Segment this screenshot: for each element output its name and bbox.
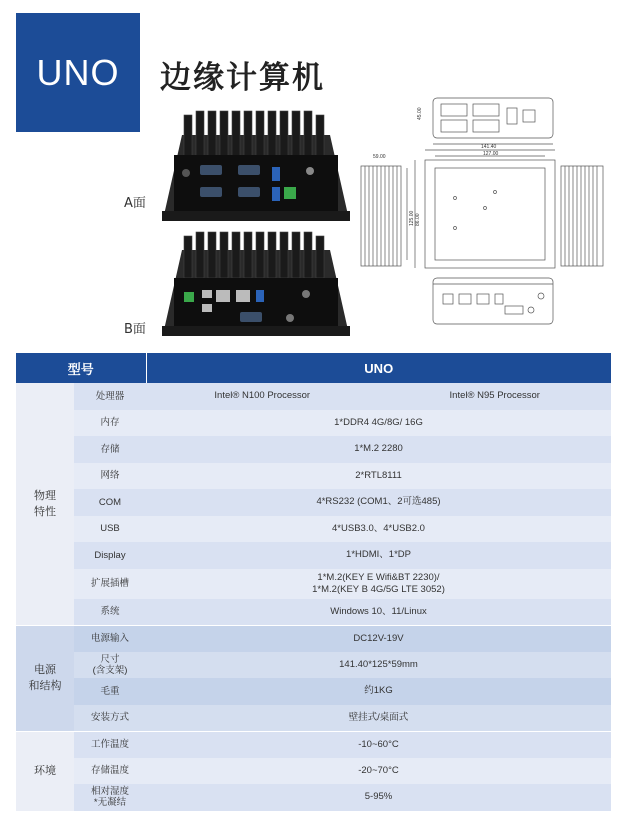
cpu-option-2: Intel® N95 Processor xyxy=(449,390,540,402)
table-row xyxy=(16,758,611,785)
row-value: 141.40*125*59mm xyxy=(146,652,611,679)
row-value: 1*HDMI、1*DP xyxy=(146,542,611,569)
table-row xyxy=(16,652,611,679)
row-value: 1*M.2(KEY E Wifi&BT 2230)/ 1*M.2(KEY B 4G/5G LTE 3052) xyxy=(146,569,611,599)
table-row xyxy=(16,784,611,811)
row-label: 工作温度 xyxy=(74,731,146,758)
row-label: 电源输入 xyxy=(74,625,146,652)
dim-width-inner: 127.00 xyxy=(483,151,499,157)
table-row xyxy=(16,678,611,705)
row-label: 处理器 xyxy=(74,383,146,410)
product-photo-a xyxy=(160,107,352,225)
row-label: 系统 xyxy=(74,599,146,626)
face-label-a: A面 xyxy=(124,196,146,211)
dim-depth-left: 59.00 xyxy=(373,154,386,160)
group-power xyxy=(16,625,74,731)
table-row xyxy=(16,436,611,463)
table-row xyxy=(16,516,611,543)
table-row xyxy=(16,383,611,410)
row-label: 扩展插槽 xyxy=(74,569,146,599)
group-label: 电源 和结构 xyxy=(28,664,62,692)
product-photo-b xyxy=(160,230,352,338)
row-label: 毛重 xyxy=(74,678,146,705)
logo-text: UNO xyxy=(36,51,120,93)
group-physical xyxy=(16,383,74,625)
row-label: 存储温度 xyxy=(74,758,146,785)
row-label: 相对湿度 *无凝结 xyxy=(74,784,146,811)
group-label: 环境 xyxy=(34,765,56,777)
row-label: 安装方式 xyxy=(74,705,146,732)
group-label: 物理 特性 xyxy=(34,489,56,518)
row-label: COM xyxy=(74,489,146,516)
table-row xyxy=(16,569,611,599)
page-title: 边缘计算机 xyxy=(160,60,325,96)
row-label: Display xyxy=(74,542,146,569)
table-row xyxy=(16,625,611,652)
table-row xyxy=(16,489,611,516)
row-value: 1*M.2 2280 xyxy=(146,436,611,463)
table-row xyxy=(16,731,611,758)
row-value: 4*RS232 (COM1、2可选485) xyxy=(146,489,611,516)
dim-height-1: 125.00 xyxy=(409,210,415,226)
row-value: 壁挂式/桌面式 xyxy=(146,705,611,732)
table-row xyxy=(16,599,611,626)
dim-height-2: 86.00 xyxy=(415,213,421,226)
table-row xyxy=(16,542,611,569)
dimension-drawing xyxy=(355,90,611,338)
header-model-value: UNO xyxy=(364,360,394,376)
row-value: -20~70°C xyxy=(146,758,611,785)
row-label: 存储 xyxy=(74,436,146,463)
dim-top-height: 45.00 xyxy=(417,107,423,120)
row-value: -10~60°C xyxy=(146,731,611,758)
table-header xyxy=(16,353,611,383)
table-row xyxy=(16,410,611,437)
header-model-label: 型号 xyxy=(16,353,146,383)
spec-table xyxy=(16,353,611,811)
logo xyxy=(16,13,140,132)
row-label: 内存 xyxy=(74,410,146,437)
row-value: 1*DDR4 4G/8G/ 16G xyxy=(146,410,611,437)
row-value: 4*USB3.0、4*USB2.0 xyxy=(146,516,611,543)
group-environment xyxy=(16,731,74,811)
face-label-b: B面 xyxy=(124,322,146,337)
cpu-option-1: Intel® N100 Processor xyxy=(214,390,311,402)
row-value: DC12V-19V xyxy=(146,625,611,652)
dim-width-outer: 141.40 xyxy=(481,144,497,150)
row-value: Windows 10、11/Linux xyxy=(146,599,611,626)
row-label: 网络 xyxy=(74,463,146,490)
row-value: 5-95% xyxy=(146,784,611,811)
row-value xyxy=(146,383,611,410)
table-row xyxy=(16,463,611,490)
row-label: USB xyxy=(74,516,146,543)
row-value: 2*RTL8111 xyxy=(146,463,611,490)
row-value: 约1KG xyxy=(146,678,611,705)
row-label: 尺寸 (含支架) xyxy=(74,652,146,679)
table-row xyxy=(16,705,611,732)
